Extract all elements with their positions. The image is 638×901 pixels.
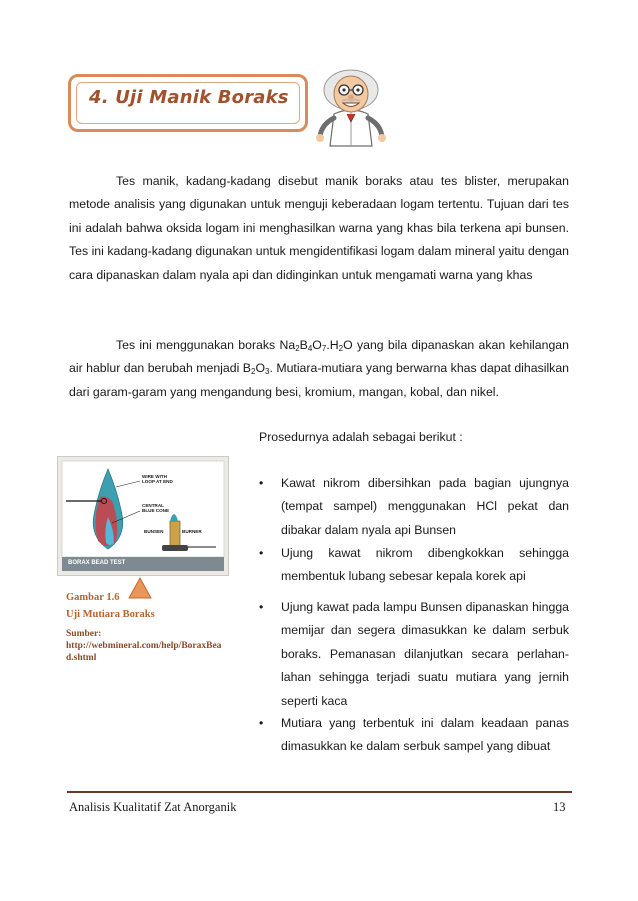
intro-paragraph: Tes manik, kadang-kadang disebut manik boraks atau tes blister, merupakan metode analisis yang digunakan untuk menguji keberadaan logam tertentu. Tujuan dari tes ini adalah bahwa oksida logam ini menghasilkan warna yang khas bila terkena api bunsen. Tes ini kadang-kadang digunakan untuk mengidentifikasi logam dalam mineral yaitu dengan cara dipanaskan dalam nyala api dan didinginkan untuk mengamati warna yang khas (69, 174, 569, 282)
section-heading: 4. Uji Manik Boraks (89, 87, 289, 108)
figure-source-url: http://webmineral.com/help/BoraxBead.shtml (66, 641, 222, 663)
label-bunsen: BUNSEN (144, 529, 164, 534)
label-central-cone: CENTRAL BLUE CONE (142, 503, 170, 513)
bullet-icon: • (259, 546, 264, 560)
procedure-intro: Prosedurnya adalah sebagai berikut : (259, 430, 463, 444)
footer-title: Analisis Kualitatif Zat Anorganik (69, 800, 237, 814)
professor-mascot-icon (312, 62, 390, 148)
label-banner: BORAX BEAD TEST (68, 560, 126, 566)
figure-source (66, 628, 226, 664)
figure-caption-title: Gambar 1.6 (66, 592, 120, 603)
borax-paragraph: Tes ini menggunakan boraks $Na_2B_4O_7.H_2O$ yang bila dipanaskan akan kehilangan air hablur dan berubah menjadi $B_2O_3$. Mutiara-mutiara yang berwarna khas dapat dihasilkan dari garam-garam yang mengandung besi, kromium, mangan, kobal, dan nikel. (69, 338, 570, 399)
label-wire: WIRE WITH LOOP AT END (142, 474, 173, 484)
figure-caption-subtitle: Uji Mutiara Boraks (66, 609, 155, 620)
bullet-icon: • (259, 600, 264, 614)
borax-bead-figure (57, 456, 229, 576)
label-burner: BURNER (182, 529, 202, 534)
bullet-icon: • (259, 716, 264, 730)
figure-source-label: Sumber: (66, 629, 102, 639)
section-heading-box (68, 74, 308, 132)
figure-marker-icon (128, 577, 152, 599)
page-number: 13 (553, 800, 566, 814)
bullet-icon: • (259, 476, 264, 490)
footer-divider (67, 791, 572, 793)
